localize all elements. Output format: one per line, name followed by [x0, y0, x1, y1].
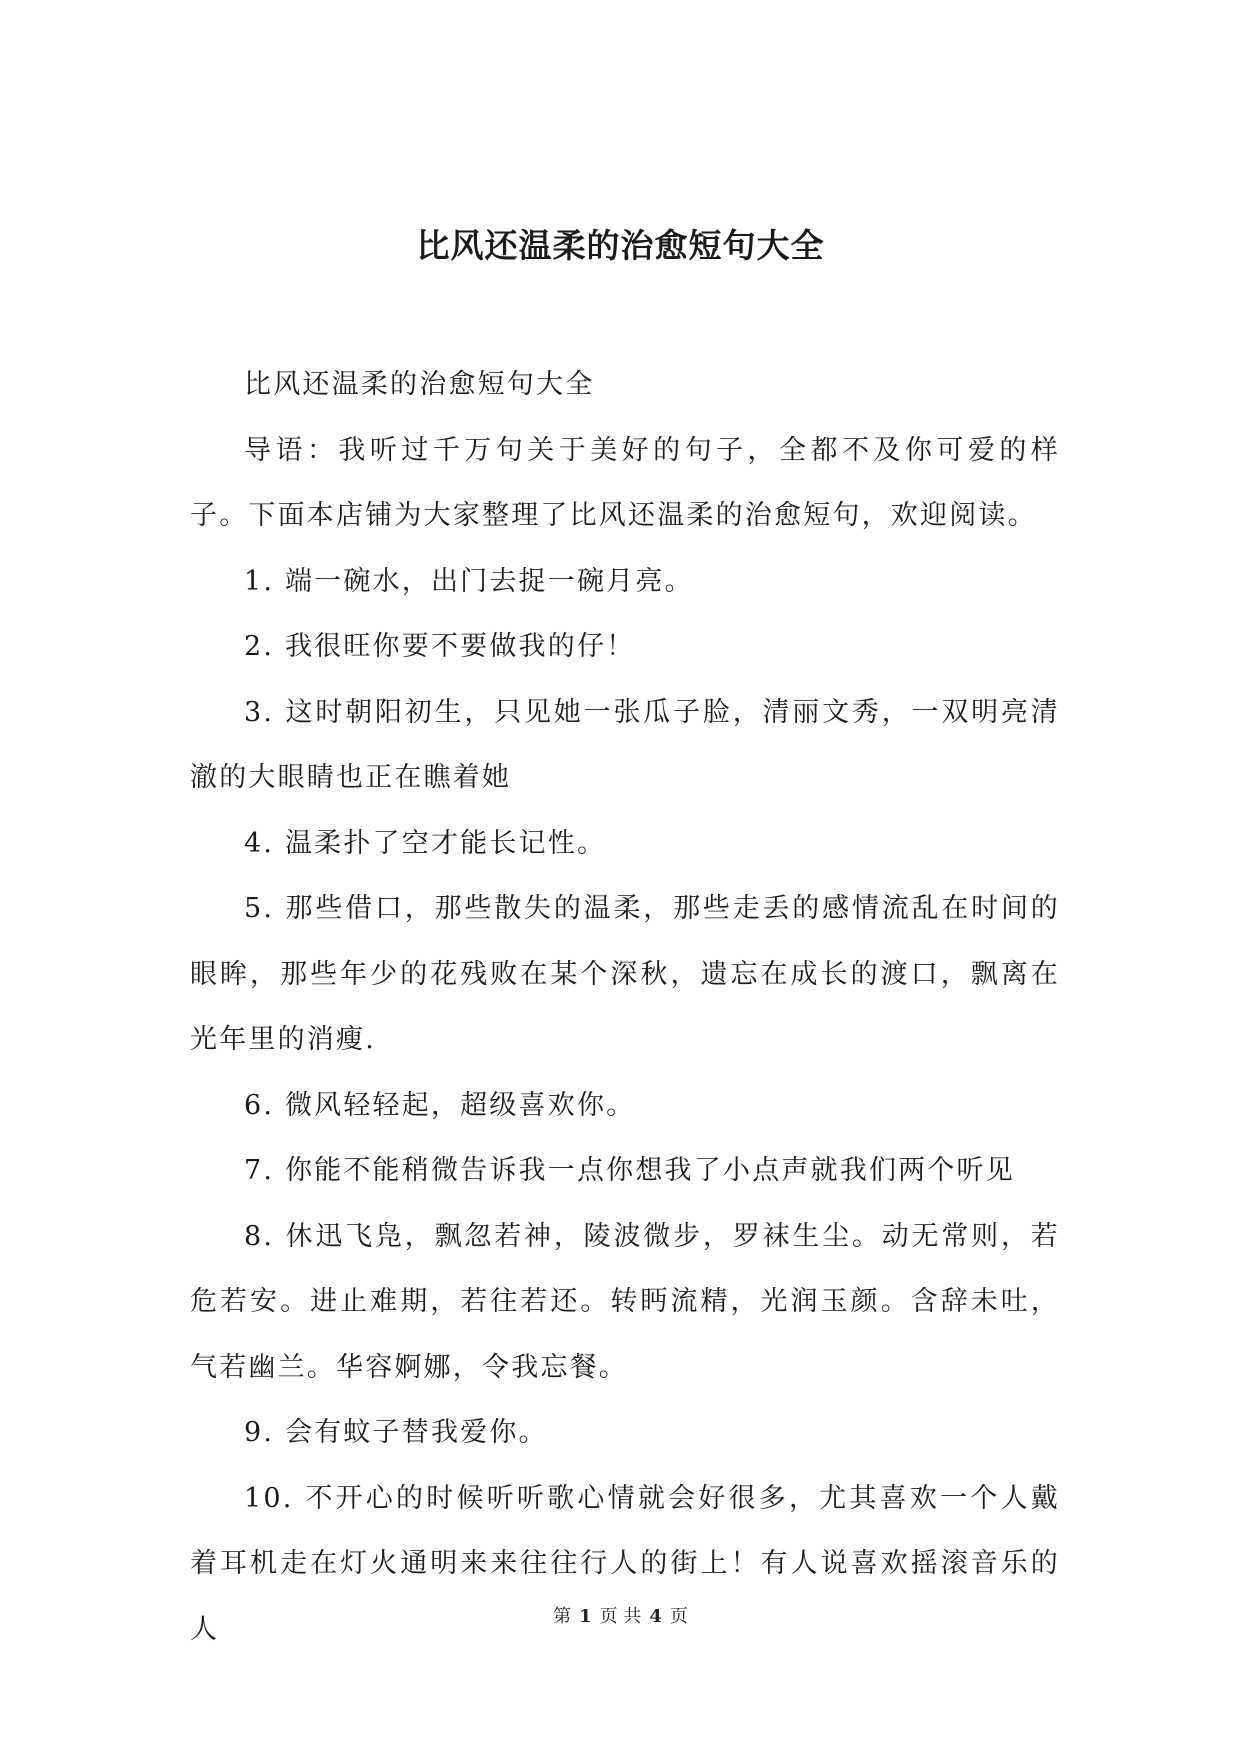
paragraph-item-3: 3. 这时朝阳初生，只见她一张瓜子脸，清丽文秀，一双明亮清澈的大眼睛也正在瞧着她 — [190, 696, 1060, 793]
paragraph-item-10: 10. 不开心的时候听听歌心情就会好很多，尤其喜欢一个人戴着耳机走在灯火通明来来往往行人的街上！有人说喜欢摇滚音乐的人 — [190, 1482, 1060, 1645]
paragraph-subtitle: 比风还温柔的治愈短句大全 — [244, 369, 595, 400]
footer-middle: 页 共 — [599, 1606, 642, 1627]
footer-prefix: 第 — [553, 1606, 572, 1627]
paragraph-item-4: 4. 温柔扑了空才能长记性。 — [244, 827, 607, 859]
paragraph-item-9: 9. 会有蚊子替我爱你。 — [244, 1417, 548, 1448]
paragraph-intro: 导语：我听过千万句关于美好的句子，全都不及你可爱的样子。下面本店铺为大家整理了比风还温柔的治愈短句，欢迎阅读。 — [190, 434, 1060, 531]
footer-suffix: 页 — [669, 1606, 688, 1627]
paragraph-item-7: 7. 你能不能稍微告诉我一点你想我了小点声就我们两个听见 — [244, 1155, 1015, 1186]
page-footer — [0, 1604, 1241, 1630]
paragraph-item-5: 5. 那些借口，那些散失的温柔，那些走丢的感情流乱在时间的眼眸，那些年少的花残败在某个深秋，遗忘在成长的渡口，飘离在光年里的消瘦. — [190, 893, 1060, 1055]
footer-page-number: 1 — [579, 1606, 592, 1627]
document-title: 比风还温柔的治愈短句大全 — [416, 226, 825, 265]
footer-total-pages: 4 — [649, 1606, 662, 1627]
paragraph-item-8: 8. 休迅飞凫，飘忽若神，陵波微步，罗袜生尘。动无常则，若危若安。进止难期，若往若还。转眄流精，光润玉颜。含辞未吐，气若幽兰。华容婀娜，令我忘餐。 — [190, 1220, 1060, 1383]
paragraph-item-6: 6. 微风轻轻起，超级喜欢你。 — [244, 1089, 636, 1121]
paragraph-item-2: 2. 我很旺你要不要做我的仔！ — [244, 631, 636, 662]
paragraph-item-1: 1. 端一碗水，出门去捉一碗月亮。 — [244, 565, 694, 597]
document-body — [190, 352, 1060, 1662]
